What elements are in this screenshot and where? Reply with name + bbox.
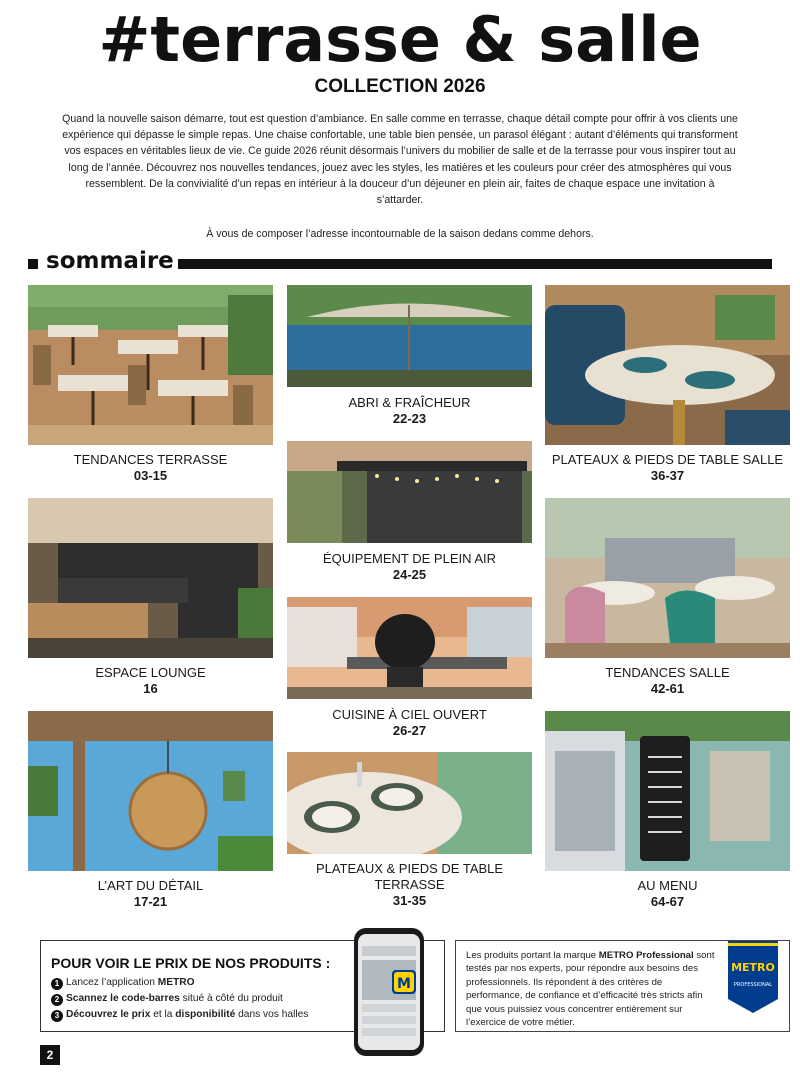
toc-pages: 26-27 [392,723,427,738]
rattan-pendant-lamps-photo [28,711,273,871]
toc-caption [287,551,532,583]
menu-board-cafe-photo [545,711,790,871]
lounge-sofa-photo [28,498,273,658]
sommaire-heading [28,250,772,276]
toc-caption [545,665,790,697]
pro-text-part: sont testés par nos experts, pour répondre aux besoins des professionnels. Ils répondent à des critères de performance, de confiance et d’efficacité très stricts afin que vous puissiez vous concentrer entièrement sur l’exercice de votre métier. [466,950,715,1029]
toc-caption [28,452,273,484]
phone-app-illustration [352,926,426,1058]
toc-title: ABRI & FRAÎCHEUR [348,395,471,410]
toc-caption [545,878,790,910]
price-step-1 [51,977,195,990]
sommaire-rule [178,259,772,269]
pro-text-brand: METRO Professional [598,950,694,961]
toc-pages: 31-35 [392,893,427,908]
sommaire-bullet [28,259,38,269]
price-step-3 [51,1009,308,1022]
toc-pages: 22-23 [392,411,427,426]
parasol-lake-photo [287,285,532,387]
step-bold-text: Scannez le code-barres [66,993,180,1004]
step-bold-text: disponibilité [175,1009,236,1020]
step-number: 3 [51,1010,63,1022]
step-text: dans vos halles [235,1009,309,1020]
step-bold-text: Découvrez le prix [66,1009,151,1020]
toc-pages: 17-21 [133,894,168,909]
toc-pages: 36-37 [650,468,685,483]
app-icon-letter: M [397,976,411,992]
toc-title: TENDANCES TERRASSE [73,452,228,467]
toc-caption [28,665,273,697]
toc-caption [287,395,532,427]
step-text: Lancez l’application [66,977,158,988]
page-title: #terrasse & salle [98,3,702,76]
badge-brand: METRO [731,961,775,974]
sommaire-label: sommaire [46,248,174,274]
pergola-string-lights-photo [287,441,532,543]
toc-title: PLATEAUX & PIEDS DE TABLE TERRASSE [315,861,504,892]
collection-subtitle: COLLECTION 2026 [314,76,486,97]
round-table-velvet-chairs-photo [545,285,790,445]
toc-title: TENDANCES SALLE [605,665,730,680]
step-text: et la [150,1009,176,1020]
toc-title: PLATEAUX & PIEDS DE TABLE SALLE [551,452,784,467]
metro-professional-text [466,949,721,1029]
toc-caption [287,707,532,739]
price-info-title: POUR VOIR LE PRIX DE NOS PRODUITS : [51,955,331,971]
outdoor-terrace-tables-photo [28,285,273,445]
table-setting-plates-photo [287,752,532,854]
intro-paragraph: Quand la nouvelle saison démarre, tout est question d’ambiance. En salle comme en terrasse, chaque détail compte pour offrir à vos clients une expérience qui dépasse le simple repas. Une chaise confortable, une table bien pensée, un parasol élégant : autant d’éléments qui transforment vos espaces en véritables lieux de vie. Ce guide 2026 réunit désormais l’univers du mobilier de salle et de la terrasse pour vous inspirer tout au long de l’année. Découvrez nos nouvelles tendances, jouez avec les styles, les matières et les couleurs pour créer des atmosphères qui vous ressemblent. De la convivialité d’un repas en intérieur à la douceur d’un déjeuner en plein air, faites de chaque espace une invitation à s’attarder. [62,113,738,207]
toc-pages: 16 [143,681,158,696]
step-number: 2 [51,994,63,1006]
toc-title: AU MENU [637,878,698,893]
toc-pages: 42-61 [650,681,685,696]
intro-cta: À vous de composer l’adresse incontournable de la saison dedans comme dehors. [206,228,594,240]
toc-caption [545,452,790,484]
step-text: situé à côté du produit [179,993,283,1004]
toc-pages: 03-15 [133,468,168,483]
toc-caption [28,878,273,910]
toc-title: ESPACE LOUNGE [95,665,206,680]
dining-room-pink-chairs-photo [545,498,790,658]
toc-title: CUISINE À CIEL OUVERT [332,707,487,722]
toc-pages: 64-67 [650,894,685,909]
step-number: 1 [51,978,63,990]
step-bold-text: METRO [157,977,195,988]
metro-professional-badge [726,941,780,1013]
page-number: 2 [40,1045,60,1065]
price-step-2 [51,993,283,1006]
metro-professional-box [455,940,790,1032]
badge-subtitle: PROFESSIONAL [733,982,773,988]
toc-caption [287,861,532,909]
toc-title: L’ART DU DÉTAIL [97,878,204,893]
kamado-grill-photo [287,597,532,699]
toc-title: ÉQUIPEMENT DE PLEIN AIR [322,551,497,566]
pro-text-part: Les produits portant la marque [466,950,599,961]
toc-pages: 24-25 [392,567,427,582]
